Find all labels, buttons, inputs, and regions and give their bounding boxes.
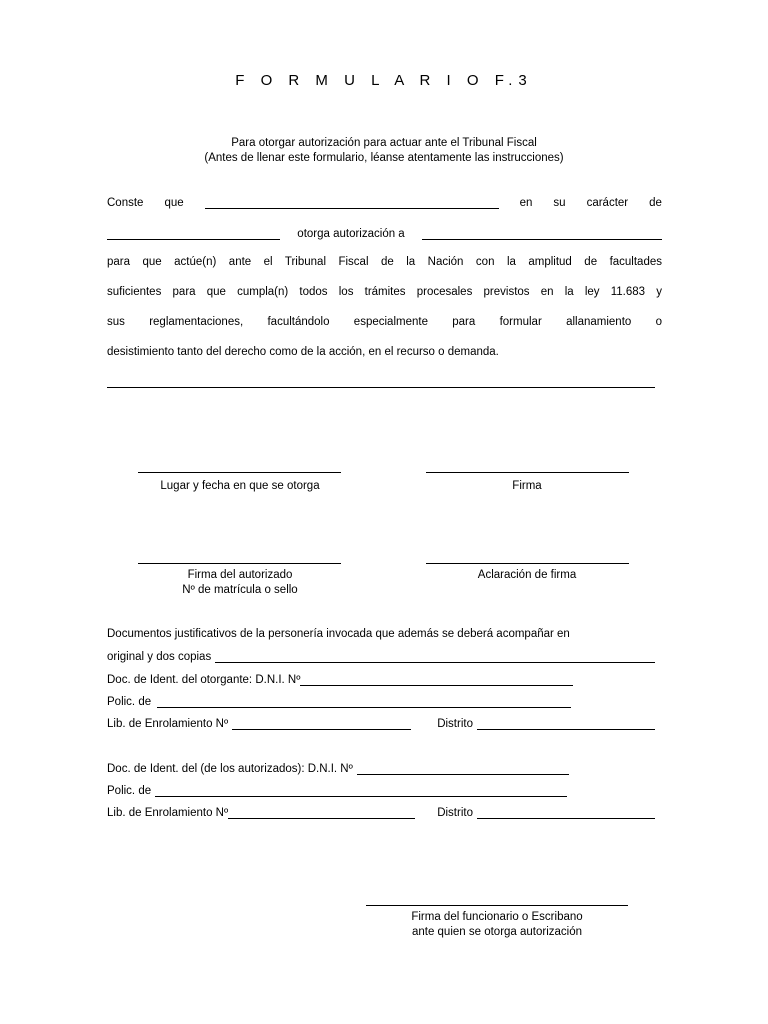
otorgante-name-field[interactable]: [205, 196, 499, 209]
distrito-field-2[interactable]: [477, 806, 655, 819]
firma-field[interactable]: [426, 472, 629, 473]
autorizado-name-field[interactable]: [422, 227, 662, 240]
en-label: en: [519, 197, 533, 209]
otorga-line: [107, 227, 662, 240]
autorizados-dni-row: [107, 762, 569, 775]
firma-label: Firma: [512, 480, 542, 492]
paragraph-line-1: para que actúe(n) ante el Tribunal Fiscal de la Nación con la amplitud de facultades: [107, 256, 662, 268]
distrito-field-1[interactable]: [477, 717, 655, 730]
lugar-fecha-label: Lugar y fecha en que se otorga: [160, 480, 320, 492]
su-label: su: [553, 197, 566, 209]
otorga-label: otorga autorización a: [297, 228, 405, 240]
distrito-label-2: Distrito: [437, 807, 473, 819]
paragraph-line-4: desistimiento tanto del derecho como de la acción, en el recurso o demanda.: [107, 346, 499, 358]
que-label: que: [164, 197, 184, 209]
distrito-label-1: Distrito: [437, 718, 473, 730]
original-copias-label: original y dos copias: [107, 651, 212, 663]
funcionario-label: Firma del funcionario o Escribano: [411, 911, 583, 923]
lugar-fecha-field[interactable]: [138, 472, 341, 473]
polic-label-2: Polic. de: [107, 785, 152, 797]
otorgante-dni-field[interactable]: [300, 673, 573, 686]
autorizados-dni-field[interactable]: [357, 762, 569, 775]
otorgante-dni-row: [107, 673, 573, 686]
paragraph-line-2: suficientes para que cumpla(n) todos los trámites procesales previstos en la ley 11.683 y: [107, 286, 662, 298]
caracter-label: carácter: [586, 197, 629, 209]
polic-field-2[interactable]: [155, 784, 567, 797]
funcionario-firma-field[interactable]: [366, 905, 628, 906]
documents-intro-line-1: Documentos justificativos de la personería invocada que además se deberá acompañar en: [107, 628, 570, 640]
enrolamiento-field-2[interactable]: [228, 806, 415, 819]
paragraph-line-3: sus reglamentaciones, facultándolo especialmente para formular allanamiento o: [107, 316, 662, 328]
polic-field-1[interactable]: [157, 695, 571, 708]
firma-autorizado-field[interactable]: [138, 563, 341, 564]
enrolamiento-row-2: [107, 806, 655, 819]
form-instructions-note: (Antes de llenar este formulario, léanse atentamente las instrucciones): [204, 152, 564, 164]
enrolamiento-row-1: [107, 717, 655, 730]
aclaracion-label: Aclaración de firma: [477, 569, 577, 581]
enrolamiento-field-1[interactable]: [232, 717, 411, 730]
additional-text-field[interactable]: [107, 387, 655, 388]
de-label: de: [649, 197, 662, 209]
autorizados-dni-label: Doc. de Ident. del (de los autorizados): D.N.I. Nº: [107, 763, 353, 775]
otorgante-dni-label: Doc. de Ident. del otorgante: D.N.I. Nº: [107, 674, 301, 686]
polic-row-2: [107, 784, 567, 797]
polic-row-1: [107, 695, 571, 708]
conste-label: Conste: [107, 197, 144, 209]
caracter-field[interactable]: [107, 227, 280, 240]
firma-autorizado-label: Firma del autorizado: [187, 569, 293, 581]
matricula-label: Nº de matrícula o sello: [182, 584, 298, 596]
enrolamiento-label-2: Lib. de Enrolamiento Nº: [107, 807, 229, 819]
form-title: F O R M U L A R I O F.3: [235, 72, 533, 89]
documents-intro-line-2: [107, 650, 655, 663]
polic-label-1: Polic. de: [107, 696, 152, 708]
aclaracion-field[interactable]: [426, 563, 629, 564]
documents-field[interactable]: [215, 650, 655, 663]
enrolamiento-label-1: Lib. de Enrolamiento Nº: [107, 718, 229, 730]
form-subtitle: Para otorgar autorización para actuar ante el Tribunal Fiscal: [231, 137, 537, 149]
funcionario-sublabel: ante quien se otorga autorización: [411, 926, 583, 938]
conste-line: [107, 196, 662, 209]
